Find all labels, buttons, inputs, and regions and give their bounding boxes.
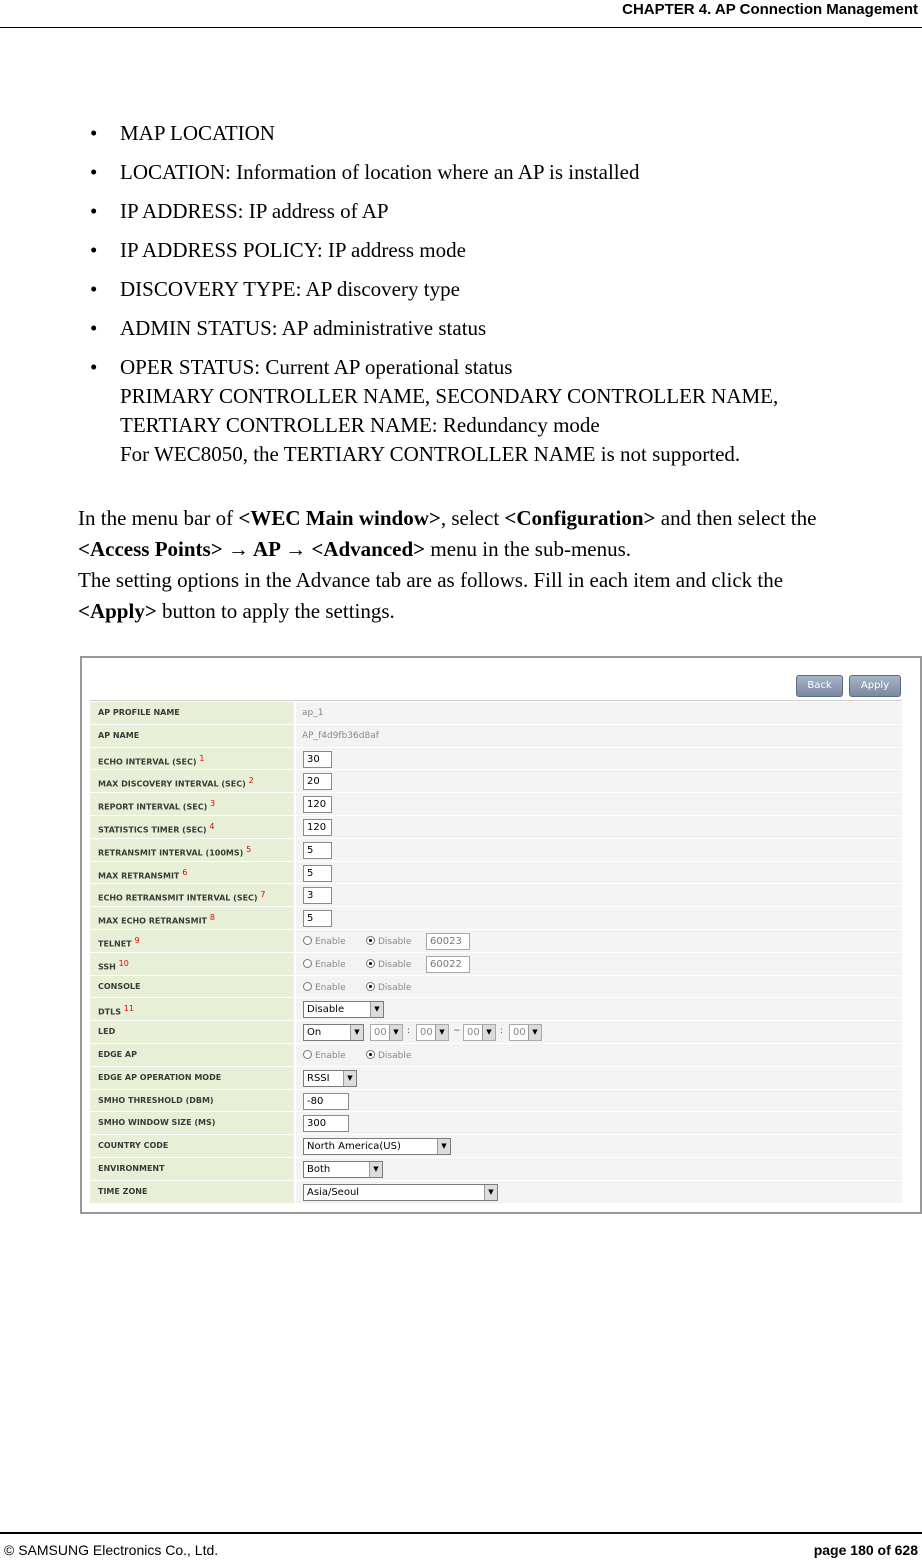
list-item-continuation: For WEC8050, the TERTIARY CONTROLLER NAME is not supported. — [120, 442, 741, 466]
radio-on-icon — [366, 936, 375, 945]
telnet-enable-radio[interactable]: Enable — [303, 936, 346, 947]
chevron-down-icon: ▼ — [484, 1185, 497, 1200]
chevron-down-icon: ▼ — [389, 1025, 402, 1040]
ap-profile-name-value: ap_1 — [302, 708, 324, 718]
settings-table — [90, 702, 902, 1204]
radio-on-icon — [366, 1050, 375, 1059]
bullet-icon: • — [90, 199, 98, 223]
country-code-select[interactable]: North America(US) ▼ — [303, 1138, 451, 1155]
table-row: ECHO RETRANSMIT INTERVAL (SEC) $^7$ 3 — [90, 884, 902, 907]
led-select[interactable]: On ▼ — [303, 1024, 364, 1041]
page-header — [0, 0, 922, 28]
telnet-port-input[interactable]: 60023 — [426, 933, 470, 950]
led-end-minute-select[interactable]: 00 ▼ — [509, 1024, 542, 1041]
chevron-down-icon: ▼ — [482, 1025, 495, 1040]
table-row: ECHO INTERVAL (SEC) $^1$ 30 — [90, 748, 902, 771]
ssh-enable-radio[interactable]: Enable — [303, 959, 346, 970]
table-row: MAX ECHO RETRANSMIT $^8$ 5 — [90, 907, 902, 930]
list-item: • MAP LOCATION — [90, 114, 778, 153]
divider — [90, 700, 902, 701]
time-zone-select[interactable]: Asia/Seoul ▼ — [303, 1184, 498, 1201]
list-item: • OPER STATUS: Current AP operational status — [90, 348, 778, 387]
smho-window-size-input[interactable]: 300 — [303, 1115, 349, 1132]
chevron-down-icon: ▼ — [437, 1139, 450, 1154]
instruction-paragraph: In the menu bar of <WEC Main window>, select <Configuration> and then select the <Access Points> → AP → <Advanced> menu in the sub-menus. The setting options in the Advance tab are as follows. Fill in each item and click the <Apply> button to apply the settings. — [78, 506, 817, 623]
radio-off-icon — [303, 959, 312, 968]
table-row: AP NAME AP_f4d9fb36d8af — [90, 725, 902, 748]
table-row: MAX RETRANSMIT $^6$ 5 — [90, 862, 902, 885]
dtls-select[interactable]: Disable ▼ — [303, 1001, 384, 1018]
chevron-down-icon: ▼ — [528, 1025, 541, 1040]
apply-button[interactable]: Apply — [849, 675, 901, 697]
table-row: AP PROFILE NAME ap_1 — [90, 702, 902, 725]
bullet-icon: • — [90, 121, 98, 145]
ssh-disable-radio[interactable]: Disable — [366, 959, 411, 970]
chevron-down-icon: ▼ — [343, 1071, 356, 1086]
retransmit-interval-input[interactable]: 5 — [303, 842, 332, 859]
table-row: COUNTRY CODE North America(US) ▼ — [90, 1135, 902, 1158]
table-row: LED On ▼ 00 ▼ : 00 ▼ ~ 00 ▼ : 00 ▼ — [90, 1021, 902, 1044]
table-row: SMHO WINDOW SIZE (MS) 300 — [90, 1112, 902, 1135]
arrow-right-icon: → — [222, 537, 254, 561]
radio-off-icon — [303, 982, 312, 991]
led-start-minute-select[interactable]: 00 ▼ — [416, 1024, 449, 1041]
bullet-icon: • — [90, 238, 98, 262]
table-row: SSH $^{10}$ Enable Disable 60022 — [90, 953, 902, 976]
chevron-down-icon: ▼ — [369, 1162, 382, 1177]
led-start-hour-select[interactable]: 00 ▼ — [370, 1024, 403, 1041]
table-row: STATISTICS TIMER (SEC) $^4$ 120 — [90, 816, 902, 839]
table-row: TIME ZONE Asia/Seoul ▼ — [90, 1181, 902, 1204]
list-item-continuation: PRIMARY CONTROLLER NAME, SECONDARY CONTROLLER NAME, — [120, 384, 779, 408]
environment-select[interactable]: Both ▼ — [303, 1161, 383, 1178]
list-item: • IP ADDRESS POLICY: IP address mode — [90, 231, 778, 270]
list-item-continuation: TERTIARY CONTROLLER NAME: Redundancy mode — [120, 413, 600, 437]
bullet-icon: • — [90, 316, 98, 340]
radio-on-icon — [366, 959, 375, 968]
bullet-icon: • — [90, 355, 98, 379]
bullet-icon: • — [90, 277, 98, 301]
radio-on-icon — [366, 982, 375, 991]
table-row: RETRANSMIT INTERVAL (100MS) $^5$ 5 — [90, 839, 902, 862]
chevron-down-icon: ▼ — [350, 1025, 363, 1040]
advanced-settings-screenshot — [80, 656, 922, 1214]
copyright-text: © SAMSUNG Electronics Co., Ltd. — [4, 1542, 219, 1558]
page-number: page 180 of 628 — [813, 1542, 918, 1558]
page-footer — [0, 1532, 922, 1565]
echo-retransmit-interval-input[interactable]: 3 — [303, 887, 332, 904]
smho-threshold-input[interactable]: -80 — [303, 1093, 349, 1110]
ssh-port-input[interactable]: 60022 — [426, 956, 470, 973]
chevron-down-icon: ▼ — [370, 1002, 383, 1017]
list-item: • LOCATION: Information of location where an AP is installed — [90, 153, 778, 192]
field-description-list — [90, 114, 778, 469]
table-row: SMHO THRESHOLD (DBM) -80 — [90, 1090, 902, 1113]
table-row: ENVIRONMENT Both ▼ — [90, 1158, 902, 1181]
led-end-hour-select[interactable]: 00 ▼ — [463, 1024, 496, 1041]
table-row: EDGE AP Enable Disable — [90, 1044, 902, 1067]
statistics-timer-input[interactable]: 120 — [303, 819, 332, 836]
ap-name-value: AP_f4d9fb36d8af — [302, 730, 379, 741]
max-echo-retransmit-input[interactable]: 5 — [303, 910, 332, 927]
chevron-down-icon: ▼ — [435, 1025, 448, 1040]
edge-ap-disable-radio[interactable]: Disable — [366, 1050, 411, 1061]
arrow-right-icon: → — [279, 537, 312, 561]
report-interval-input[interactable]: 120 — [303, 796, 332, 813]
radio-off-icon — [303, 936, 312, 945]
console-disable-radio[interactable]: Disable — [366, 982, 411, 993]
list-item: • IP ADDRESS: IP address of AP — [90, 192, 778, 231]
table-row: DTLS $^{11}$ Disable ▼ — [90, 998, 902, 1021]
console-enable-radio[interactable]: Enable — [303, 982, 346, 993]
max-retransmit-input[interactable]: 5 — [303, 865, 332, 882]
back-button[interactable]: Back — [796, 675, 843, 697]
radio-off-icon — [303, 1050, 312, 1059]
chapter-title: CHAPTER 4. AP Connection Management — [622, 1, 918, 18]
table-row: TELNET $^9$ Enable Disable 60023 — [90, 930, 902, 953]
echo-interval-input[interactable]: 30 — [303, 751, 332, 768]
table-row: REPORT INTERVAL (SEC) $^3$ 120 — [90, 793, 902, 816]
list-item: • ADMIN STATUS: AP administrative status — [90, 309, 778, 348]
edge-ap-operation-mode-select[interactable]: RSSI ▼ — [303, 1070, 357, 1087]
list-item: • DISCOVERY TYPE: AP discovery type — [90, 270, 778, 309]
table-row: MAX DISCOVERY INTERVAL (SEC) $^2$ 20 — [90, 770, 902, 793]
bullet-icon: • — [90, 160, 98, 184]
table-row: CONSOLE Enable Disable — [90, 976, 902, 999]
table-row: EDGE AP OPERATION MODE RSSI ▼ — [90, 1067, 902, 1090]
edge-ap-enable-radio[interactable]: Enable — [303, 1050, 346, 1061]
telnet-disable-radio[interactable]: Disable — [366, 936, 411, 947]
max-discovery-interval-input[interactable]: 20 — [303, 773, 332, 790]
